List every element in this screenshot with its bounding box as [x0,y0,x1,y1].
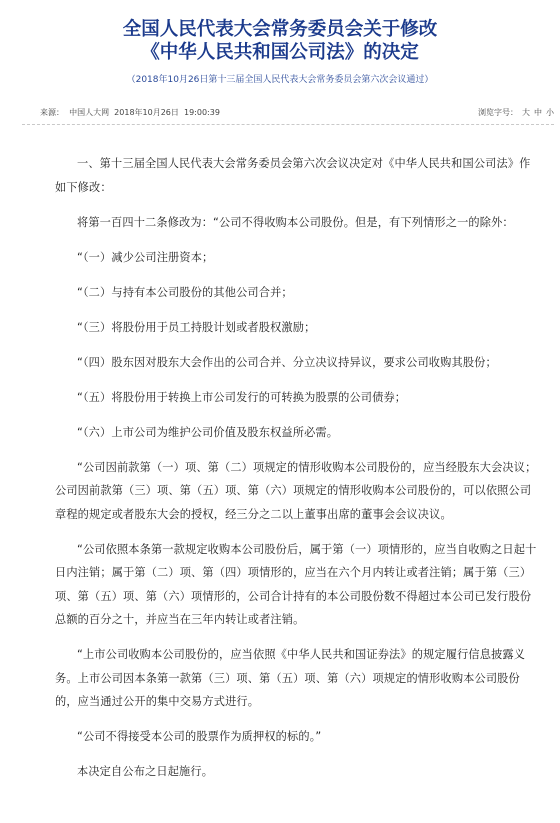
page-title [0,18,560,64]
paragraph: “（五）将股份用于转换上市公司发行的可转换为股票的公司债券； [77,390,407,404]
paragraph: “公司因前款第（一）项、第（二）项规定的情形收购本公司股份的，应当经股东大会决议；公司因前款第（三）项、第（五）项、第（六）项规定的情形收购本公司股份的，可以依照公司章程的规定或者股东大会的授权，经三分之二以上董事出席的董事会会议决议。 [55,460,537,521]
paragraph: “（四）股东因对股东大会作出的公司合并、分立决议持异议，要求公司收购其股份； [77,355,497,369]
title-line-2: 《中华人民共和国公司法》的决定 [141,42,419,63]
paragraph: “公司不得接受本公司的股票作为质押权的标的。” [77,730,322,743]
paragraph: “公司依照本条第一款规定收购本公司股份后，属于第（一）项情形的，应当自收购之日起十日内注销；属于第（二）项、第（四）项情形的，应当在六个月内转让或者注销；属于第（三）项、第（五）项、第（六）项情形的，公司合计持有的本公司股份数不得超过本公司已发行股份总额的百分之十，并应当在三年内转让或者注销。 [55,542,537,626]
paragraph: “（一）减少公司注册资本； [77,250,214,264]
paragraph: “上市公司收购本公司股份的，应当依照《中华人民共和国证券法》的规定履行信息披露义务。上市公司因本条第一款第（三）项、第（五）项、第（六）项规定的情形收购本公司股份的，应当通过公开的集中交易方式进行。 [55,648,526,708]
title-line-1: 全国人民代表大会常务委员会关于修改 [122,19,438,40]
paragraph: “（三）将股份用于员工持股计划或者股权激励； [77,320,316,334]
paragraph: “（六）上市公司为维护公司价值及股东权益所必需。 [77,425,339,439]
paragraph: 将第一百四十二条修改为：“公司不得收购本公司股份。但是，有下列情形之一的除外： [77,215,514,229]
font-size-large-button[interactable]: 大 [522,108,530,117]
meta-divider [22,124,554,125]
paragraph: “（二）与持有本公司股份的其他公司合并； [77,285,293,299]
paragraph: 本决定自公布之日起施行。 [77,765,214,778]
paragraph: 一、第十三届全国人民代表大会常务委员会第六次会议决定对《中华人民共和国公司法》作如下修改： [55,157,531,194]
font-size-label: 浏览字号： [478,108,518,117]
source-info: 来源： 中国人大网 2018年10月26日 19:00:39 [40,108,220,117]
font-size-controls [478,106,554,120]
font-size-medium-button[interactable]: 中 [534,108,542,117]
font-size-small-button[interactable]: 小 [546,108,554,117]
article-body [55,152,541,784]
article-meta-bar [22,106,554,120]
adoption-note: （2018年10月26日第十三届全国人民代表大会常务委员会第六次会议通过） [126,75,434,85]
